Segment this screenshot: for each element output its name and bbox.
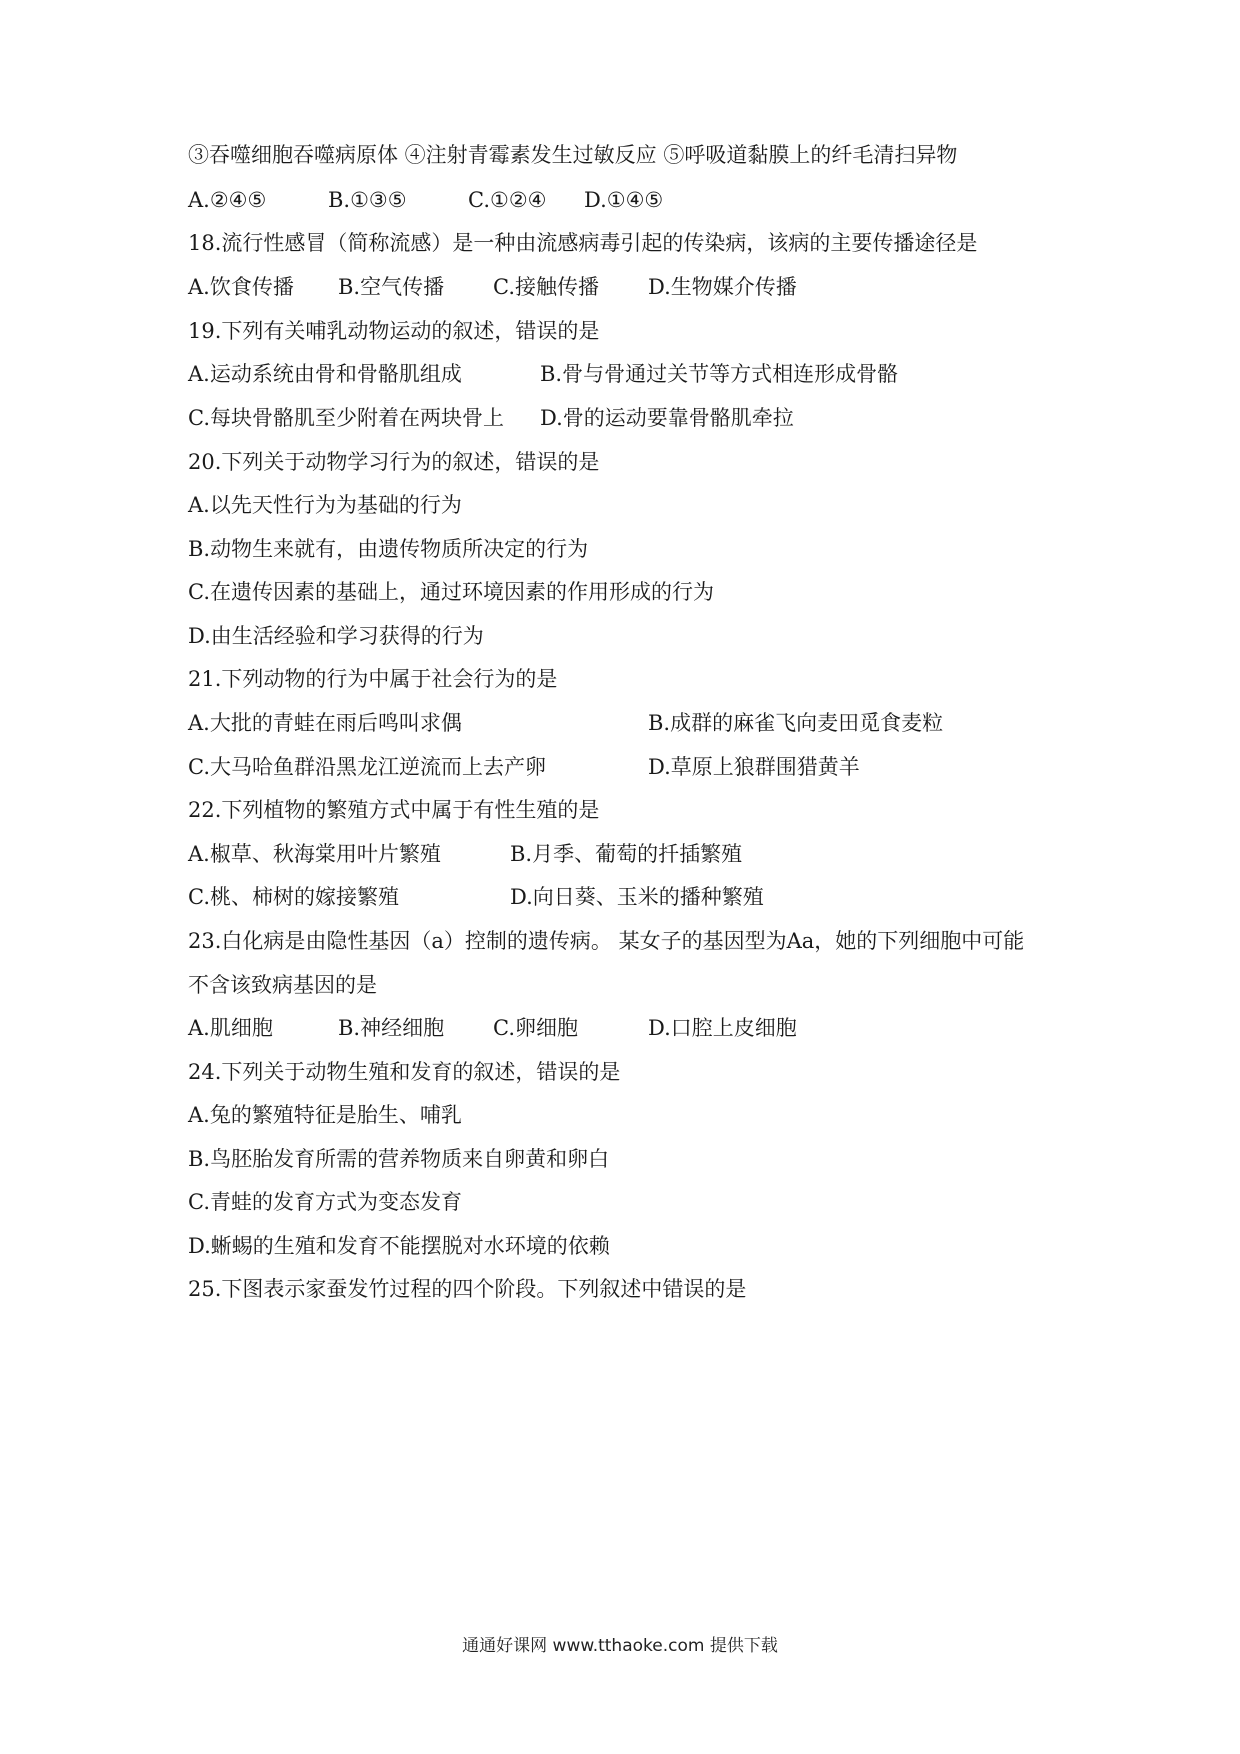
option-a: A.肌细胞 (188, 1016, 273, 1040)
option-b: B.①③⑤ (328, 188, 407, 212)
q23-stem: 23.白化病是由隐性基因（a）控制的遗传病。 某女子的基因型为Aa，她的下列细胞中可能 (188, 929, 1025, 953)
option-b: B.鸟胚胎发育所需的营养物质来自卵黄和卵白 (188, 1147, 610, 1171)
option-a: A.以先天性行为为基础的行为 (188, 493, 462, 517)
option-a: A.椒草、秋海棠用叶片繁殖 (188, 842, 441, 866)
q23-options (188, 1014, 1088, 1042)
option-d: D.草原上狼群围猎黄羊 (648, 755, 860, 779)
q19-options-row2 (188, 404, 1088, 432)
option-b: B.成群的麻雀飞向麦田觅食麦粒 (648, 711, 944, 735)
option-b: B.神经细胞 (338, 1016, 445, 1040)
q19-stem: 19.下列有关哺乳动物运动的叙述，错误的是 (188, 319, 600, 343)
option-a: A.运动系统由骨和骨骼肌组成 (188, 362, 462, 386)
option-a: A.饮食传播 (188, 275, 294, 299)
q21-stem: 21.下列动物的行为中属于社会行为的是 (188, 667, 558, 691)
option-d: D.蜥蜴的生殖和发育不能摆脱对水环境的依赖 (188, 1234, 610, 1258)
option-c: C.桃、柿树的嫁接繁殖 (188, 885, 399, 909)
option-d: D.向日葵、玉米的播种繁殖 (510, 885, 764, 909)
q18-options (188, 273, 1088, 301)
q17-continuation: ③吞噬细胞吞噬病原体 ④注射青霉素发生过敏反应 ⑤呼吸道黏膜上的纤毛清扫异物 (188, 143, 958, 167)
page-footer: 通通好课网 www.tthaoke.com 提供下载 (462, 1636, 778, 1656)
option-d: D.骨的运动要靠骨骼肌牵拉 (540, 406, 794, 430)
q20-stem: 20.下列关于动物学习行为的叙述，错误的是 (188, 450, 600, 474)
q24-stem: 24.下列关于动物生殖和发育的叙述，错误的是 (188, 1060, 621, 1084)
q17-options (188, 186, 1088, 214)
option-c: C.接触传播 (493, 275, 599, 299)
option-d: D.口腔上皮细胞 (648, 1016, 797, 1040)
option-d: D.①④⑤ (584, 188, 664, 212)
q23-stem-continued: 不含该致病基因的是 (188, 973, 377, 997)
q22-stem: 22.下列植物的繁殖方式中属于有性生殖的是 (188, 798, 600, 822)
option-b: B.空气传播 (338, 275, 445, 299)
option-c: C.大马哈鱼群沿黑龙江逆流而上去产卵 (188, 755, 546, 779)
option-b: B.骨与骨通过关节等方式相连形成骨骼 (540, 362, 899, 386)
option-a: A.兔的繁殖特征是胎生、哺乳 (188, 1103, 462, 1127)
q21-options-row2 (188, 753, 1088, 781)
option-d: D.生物媒介传播 (648, 275, 797, 299)
q19-options-row1 (188, 360, 1088, 388)
q22-options-row2 (188, 883, 1088, 911)
q25-stem: 25.下图表示家蚕发竹过程的四个阶段。下列叙述中错误的是 (188, 1277, 747, 1301)
option-d: D.由生活经验和学习获得的行为 (188, 624, 484, 648)
option-b: B.动物生来就有，由遗传物质所决定的行为 (188, 537, 589, 561)
option-c: C.每块骨骼肌至少附着在两块骨上 (188, 406, 504, 430)
option-a: A.②④⑤ (188, 188, 267, 212)
q21-options-row1 (188, 709, 1088, 737)
option-a: A.大批的青蛙在雨后鸣叫求偶 (188, 711, 462, 735)
option-b: B.月季、葡萄的扦插繁殖 (510, 842, 743, 866)
option-c: C.①②④ (468, 188, 547, 212)
option-c: C.卵细胞 (493, 1016, 578, 1040)
q18-stem: 18.流行性感冒（简称流感）是一种由流感病毒引起的传染病，该病的主要传播途径是 (188, 231, 978, 255)
option-c: C.青蛙的发育方式为变态发育 (188, 1190, 462, 1214)
q22-options-row1 (188, 840, 1088, 868)
option-c: C.在遗传因素的基础上，通过环境因素的作用形成的行为 (188, 580, 714, 604)
